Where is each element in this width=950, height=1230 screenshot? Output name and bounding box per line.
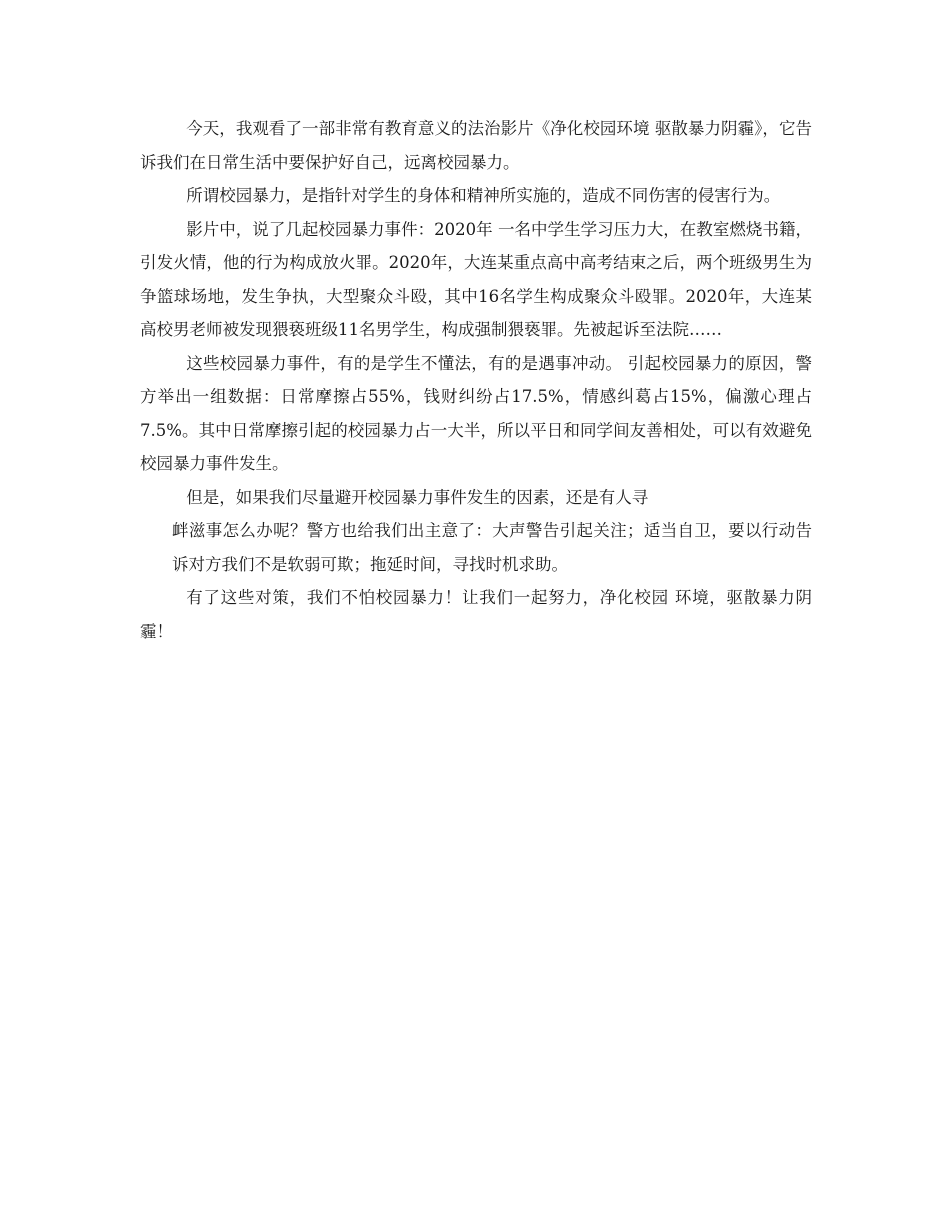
paragraph-advice [138, 514, 812, 581]
paragraph-incidents: 影片中，说了几起校园暴力事件：2020年 一名中学生学习压力大，在教室燃烧书籍，引发火情，他的行为构成放火罪。2020年，大连某重点高中高考结束之后，两个班级男生为争篮球场地，发生争执，大型聚众斗殴，其中16名学生构成聚众斗殴罪。2020年，大连某高校男老师被发现猥亵班级11名男学生，构成强制猥亵罪。先被起诉至法院…… [140, 219, 812, 339]
paragraph-intro: 今天，我观看了一部非常有教育意义的法治影片《净化校园环境 驱散暴力阴霾》，它告诉我们在日常生活中要保护好自己，远离校园暴力。 [140, 119, 812, 172]
paragraph-definition: 所谓校园暴力，是指针对学生的身体和精神所实施的，造成不同伤害的侵害行为。 [186, 186, 781, 205]
paragraph-conclusion: 有了这些对策，我们不怕校园暴力！让我们一起努力，净化校园 环境，驱散暴力阴霾！ [140, 588, 812, 641]
paragraph-question-start: 但是，如果我们尽量避开校园暴力事件发生的因素，还是有人寻 [186, 487, 649, 507]
document-body [140, 112, 812, 648]
paragraph-advice-text: 衅滋事怎么办呢？警方也给我们出主意了：大声警告引起关注；适当自卫，要以行动告诉对方我们不是软弱可欺；拖延时间，寻找时机求助。 [172, 521, 812, 574]
paragraph-causes: 这些校园暴力事件，有的是学生不懂法，有的是遇事冲动。 引起校园暴力的原因，警方举出一组数据：日常摩擦占55%，钱财纠纷占17.5%，情感纠葛占15%，偏激心理占 7.5%。其中日常摩擦引起的校园暴力占一大半，所以平日和同学间友善相处，可以有效避免校园暴力事件发生。 [140, 353, 812, 473]
